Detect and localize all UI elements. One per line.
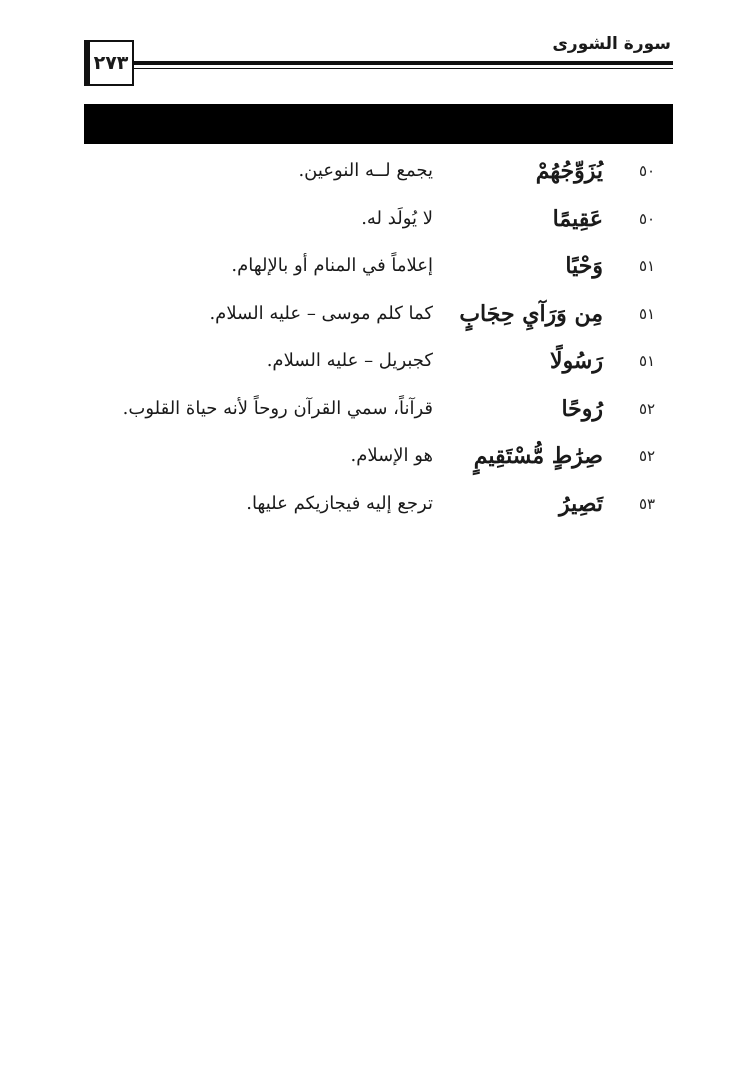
verse-number: ٥٢ [638,447,656,465]
quran-word: رُوحًا [561,395,603,422]
glossary-entry [60,443,659,491]
quran-word: تَصِيرُ [559,490,603,517]
header-rule-thick [134,61,673,65]
glossary-entry [60,206,659,254]
quran-word: مِن وَرَآيِ حِجَابٍ [459,300,603,327]
page-number: ٢٧٣ [84,40,134,86]
verse-number: ٥٢ [638,399,656,418]
verse-number: ٥١ [638,257,656,275]
quran-word: وَحْيًا [565,253,603,279]
glossary-entry [60,396,659,444]
black-band [84,104,673,144]
glossary-entry [60,301,659,349]
word-meaning: إعلاماً في المنام أو بالإلهام. [231,255,433,276]
quran-word: رَسُولًا [550,348,603,374]
word-meaning: ترجع إليه فيجازيكم عليها. [246,492,433,514]
header-rule-thin [134,68,673,69]
verse-number: ٥١ [638,304,656,323]
word-meaning: هو الإسلام. [350,445,433,466]
surah-title: سورة الشورى [552,34,671,54]
quran-word: عَقِيمًا [552,205,603,232]
glossary-entry [60,158,659,206]
quran-word: صِرَٰطٍ مُّسْتَقِيمٍ [473,443,603,469]
glossary-entry [60,491,659,539]
verse-number: ٥٠ [638,162,656,180]
word-meaning: لا يُولَد له. [361,207,433,229]
glossary-list [60,158,659,538]
verse-number: ٥٠ [638,209,656,228]
word-meaning: كجبريل – عليه السلام. [266,350,433,371]
word-meaning: كما كلم موسى – عليه السلام. [209,302,433,324]
glossary-entry [60,253,659,301]
verse-number: ٥١ [638,352,656,370]
verse-number: ٥٣ [638,494,656,513]
word-meaning: يجمع لــه النوعين. [298,160,433,181]
word-meaning: قرآناً، سمي القرآن روحاً لأنه حياة القلوب. [122,397,433,419]
quran-word: يُزَوِّجُهُمْ [535,158,603,184]
glossary-entry [60,348,659,396]
